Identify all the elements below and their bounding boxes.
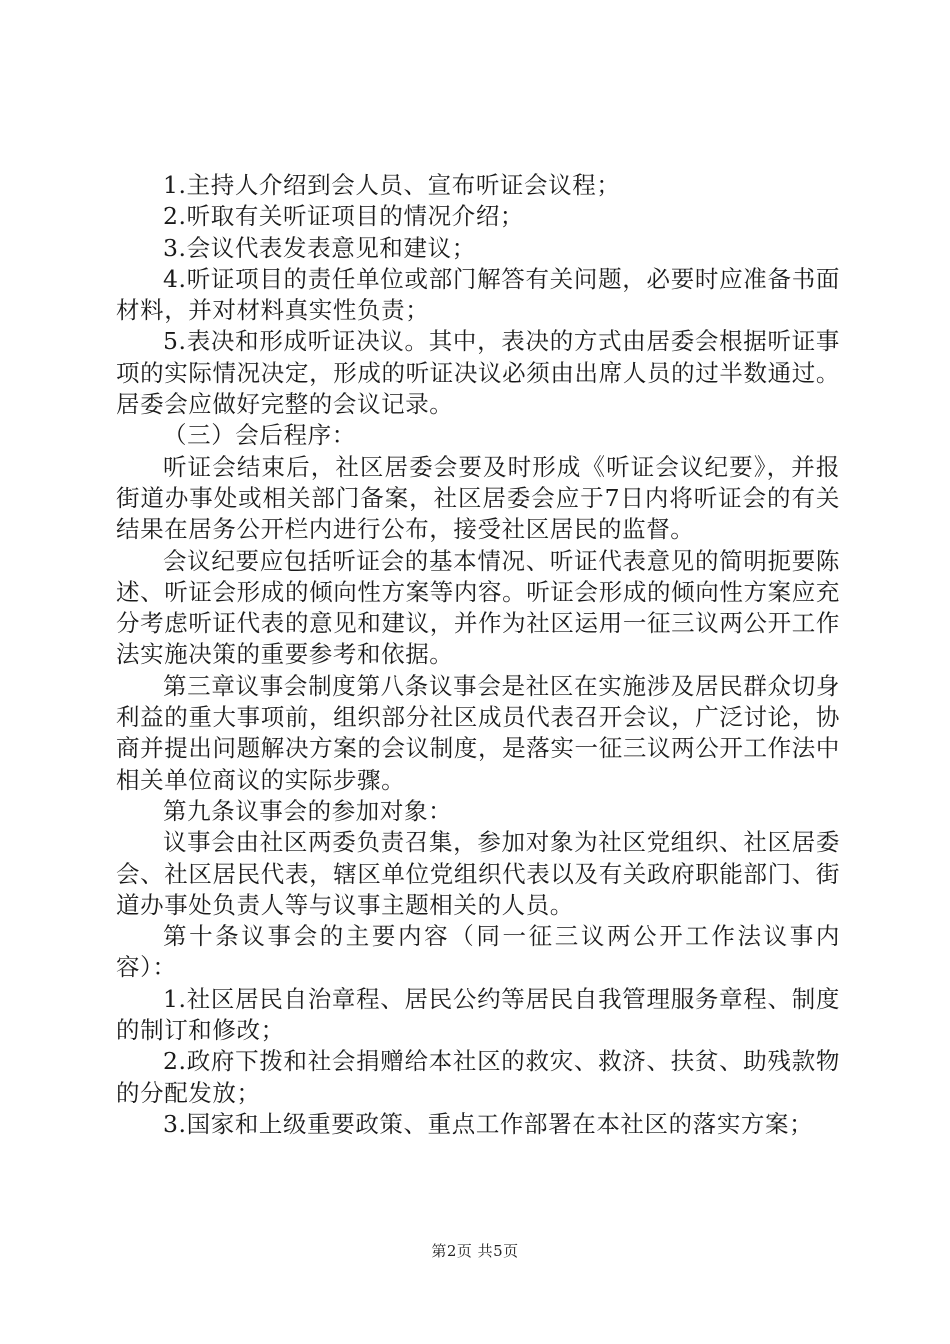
section-heading-post-meeting: （三）会后程序： — [163, 421, 356, 450]
paragraph-article-nine-heading: 第九条议事会的参加对象： — [163, 796, 453, 825]
paragraph-article-nine-body: 议事会由社区两委负责召集，参加对象为社区党组织、社区居委会、社区居民代表，辖区单位党组织代表以及有关政府职能部门、街道办事处负责人等与议事主题相关的人员。 — [116, 828, 840, 919]
document-body — [116, 170, 840, 1140]
paragraph-article-ten-heading: 第十条议事会的主要内容（同一征三议两公开工作法议事内容）： — [116, 922, 840, 982]
paragraph-content-item-3: 3.国家和上级重要政策、重点工作部署在本社区的落实方案； — [163, 1109, 814, 1138]
paragraph-agenda-item-5: 5.表决和形成听证决议。其中，表决的方式由居委会根据听证事项的实际情况决定，形成的听证决议必须由出席人员的过半数通过。居委会应做好完整的会议记录。 — [116, 327, 840, 419]
paragraph-agenda-item-1: 1.主持人介绍到会人员、宣布听证会议程； — [163, 171, 621, 199]
page-number-footer: 第2页 共5页 — [431, 1242, 519, 1260]
paragraph-agenda-item-4: 4.听证项目的责任单位或部门解答有关问题，必要时应准备书面材料，并对材料真实性负责； — [116, 264, 840, 325]
paragraph-content-item-2: 2.政府下拨和社会捐赠给本社区的救灾、救济、扶贫、助残款物的分配发放； — [116, 1047, 840, 1107]
paragraph-agenda-item-3: 3.会议代表发表意见和建议； — [163, 233, 476, 262]
paragraph-content-item-1: 1.社区居民自治章程、居民公约等居民自我管理服务章程、制度的制订和修改； — [116, 984, 840, 1045]
paragraph-agenda-item-2: 2.听取有关听证项目的情况介绍； — [163, 202, 525, 231]
paragraph-chapter-three: 第三章议事会制度第八条议事会是社区在实施涉及居民群众切身利益的重大事项前，组织部分社区成员代表召开会议，广泛讨论，协商并提出问题解决方案的会议制度，是落实一征三议两公开工作法中相关单位商议的实际步骤。 — [116, 671, 840, 794]
paragraph-meeting-minutes: 会议纪要应包括听证会的基本情况、听证代表意见的简明扼要陈述、听证会形成的倾向性方案等内容。听证会形成的倾向性方案应充分考虑听证代表的意见和建议，并作为社区运用一征三议两公开工作法实施决策的重要参考和依据。 — [116, 546, 840, 669]
paragraph-post-meeting: 听证会结束后，社区居委会要及时形成《听证会议纪要》，并报街道办事处或相关部门备案，社区居委会应于7日内将听证会的有关结果在居务公开栏内进行公布，接受社区居民的监督。 — [116, 452, 840, 544]
